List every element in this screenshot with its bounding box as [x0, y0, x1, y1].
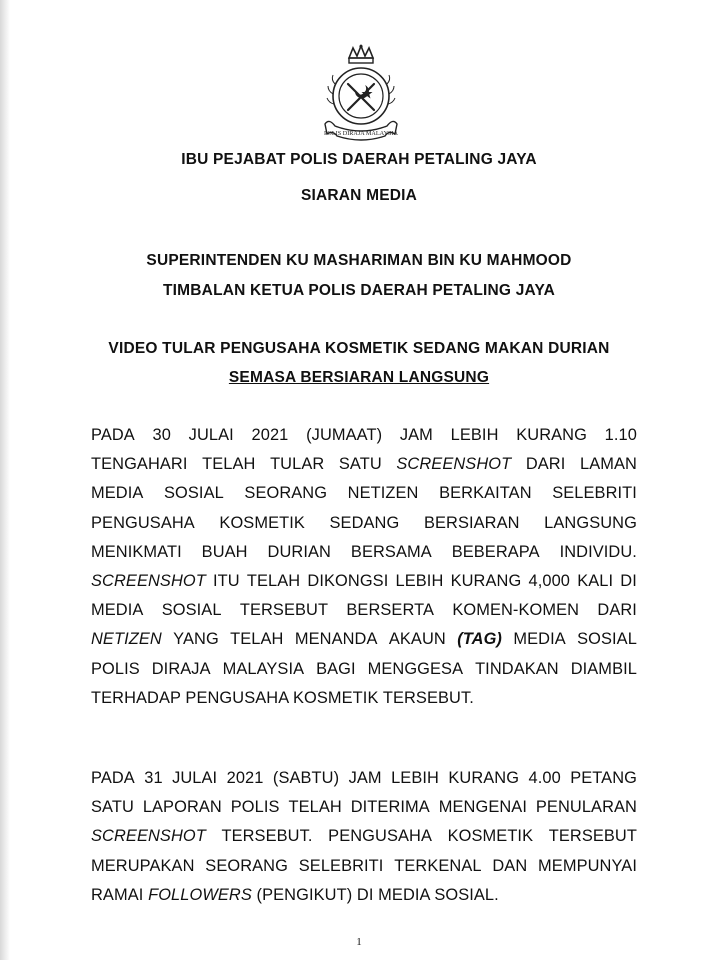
office-heading: IBU PEJABAT POLIS DAERAH PETALING JAYA: [181, 151, 537, 168]
p2-line-2: SATU LAPORAN POLIS TELAH DITERIMA MENGENAI PENULARAN: [91, 798, 637, 817]
page-number: 1: [356, 936, 362, 948]
officer-name: SUPERINTENDEN KU MASHARIMAN BIN KU MAHMOOD: [146, 252, 572, 269]
p2-line-5: RAMAI FOLLOWERS (PENGIKUT) DI MEDIA SOSIAL.: [91, 885, 499, 904]
title-line-1: VIDEO TULAR PENGUSAHA KOSMETIK SEDANG MAKAN DURIAN: [108, 340, 610, 357]
p2-line-4: MERUPAKAN SEORANG SELEBRITI TERKENAL DAN MEMPUNYAI: [91, 856, 637, 875]
p2-line-3: SCREENSHOT TERSEBUT. PENGUSAHA KOSMETIK TERSEBUT: [91, 827, 637, 846]
p1-line-2: TENGAHARI TELAH TULAR SATU SCREENSHOT DARI LAMAN: [91, 455, 637, 474]
p1-line-6: SCREENSHOT ITU TELAH DIKONGSI LEBIH KURANG 4,000 KALI DI: [91, 571, 637, 590]
p2-line-1: PADA 31 JULAI 2021 (SABTU) JAM LEBIH KURANG 4.00 PETANG: [91, 769, 637, 787]
p1-line-10: TERHADAP PENGUSAHA KOSMETIK TERSEBUT.: [91, 688, 474, 707]
p1-line-4: PENGUSAHA KOSMETIK SEDANG BERSIARAN LANGSUNG: [91, 513, 637, 532]
officer-title: TIMBALAN KETUA POLIS DAERAH PETALING JAYA: [163, 282, 555, 299]
crest-motto: POLIS DIRAJA MALAYSIA: [323, 130, 399, 137]
p1-line-1: PADA 30 JULAI 2021 (JUMAAT) JAM LEBIH KURANG 1.10: [91, 426, 637, 444]
p1-line-9: POLIS DIRAJA MALAYSIA BAGI MENGGESA TINDAKAN DIAMBIL: [91, 659, 637, 678]
paragraph-1: [91, 421, 637, 713]
title-line-2: SEMASA BERSIARAN LANGSUNG: [228, 369, 490, 386]
paragraph-2: [91, 764, 637, 910]
p1-line-8: NETIZEN YANG TELAH MENANDA AKAUN (TAG) MEDIA SOSIAL: [91, 630, 637, 649]
police-crest-logo: [319, 44, 403, 144]
page-edge-shadow: [0, 0, 10, 960]
p1-line-3: MEDIA SOSIAL SEORANG NETIZEN BERKAITAN SELEBRITI: [91, 484, 637, 503]
p1-line-7: MEDIA SOSIAL TERSEBUT BERSERTA KOMEN-KOMEN DARI: [91, 601, 637, 620]
p1-line-5: MENIKMATI BUAH DURIAN BERSAMA BEBERAPA INDIVIDU.: [91, 542, 637, 561]
doc-type-heading: SIARAN MEDIA: [300, 187, 418, 204]
